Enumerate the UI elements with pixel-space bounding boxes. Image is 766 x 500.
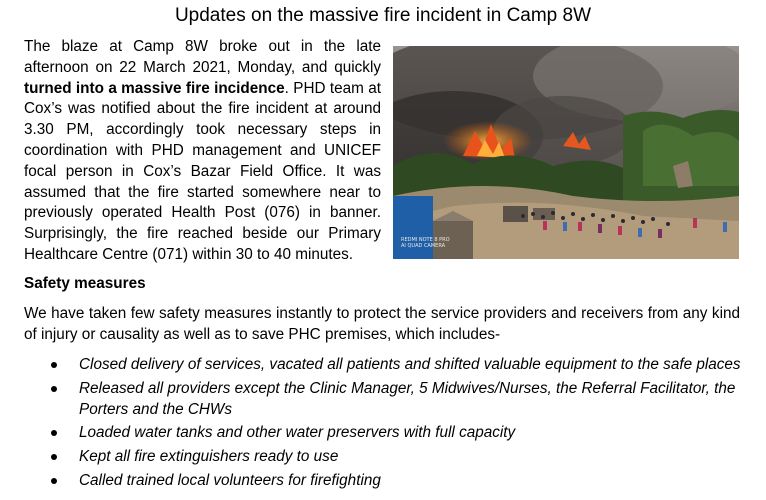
list-item [0, 471, 741, 492]
list-item-text: Called trained local volunteers for firefighting [79, 471, 381, 489]
list-item-text: Loaded water tanks and other water preservers with full capacity [79, 424, 516, 442]
fire-photo-illustration [393, 46, 739, 259]
safety-measures-heading: Safety measures [24, 275, 146, 292]
bullet-icon [51, 454, 57, 460]
list-item [0, 355, 741, 376]
bullet-icon [51, 478, 57, 484]
safety-measures-list [0, 355, 766, 495]
bullet-icon [51, 386, 57, 392]
safety-measures-paragraph: We have taken few safety measures instantly to protect the service providers and receivers from any kind of injury or causality as well as to save PHC premises, which includes- [24, 305, 740, 343]
bullet-icon [51, 430, 57, 436]
intro-paragraph [24, 37, 381, 266]
list-item [0, 423, 741, 444]
intro-text-end: . PHD team at Cox’s was notified about the fire incident at around 3.30 PM, accordingly took necessary steps in coordination with PHD management and UNICEF focal person in Cox’s Bazar Field Office. It was assumed that the fire started somewhere near to previously operated Health Post (076) in banner. Surprisingly, the fire reached beside our Primary Healthcare Centre (071) within 30 to 40 minutes. [24, 79, 382, 263]
document-title: Updates on the massive fire incident in Camp 8W [174, 5, 592, 26]
bullet-icon [51, 362, 57, 368]
list-item-text: Closed delivery of services, vacated all patients and shifted valuable equipment to the safe places [79, 356, 741, 373]
list-item-text: Kept all fire extinguishers ready to use [79, 448, 339, 466]
intro-bold-phrase: turned into a massive fire incidence [24, 79, 285, 97]
fire-incident-photo [393, 46, 739, 259]
list-item [0, 379, 741, 421]
intro-text-start: The blaze at Camp 8W broke out in the late afternoon on 22 March 2021, Monday, and quickly [24, 38, 381, 76]
list-item-text: Released all providers except the Clinic Manager, 5 Midwives/Nurses, the Referral Facilitator, the Porters and the CHWs [79, 379, 736, 418]
list-item [0, 447, 741, 468]
watermark-line-2: AI QUAD CAMERA [401, 243, 446, 249]
watermark-line-1: REDMI NOTE 8 PRO [401, 237, 450, 243]
photo-watermark [401, 237, 450, 249]
